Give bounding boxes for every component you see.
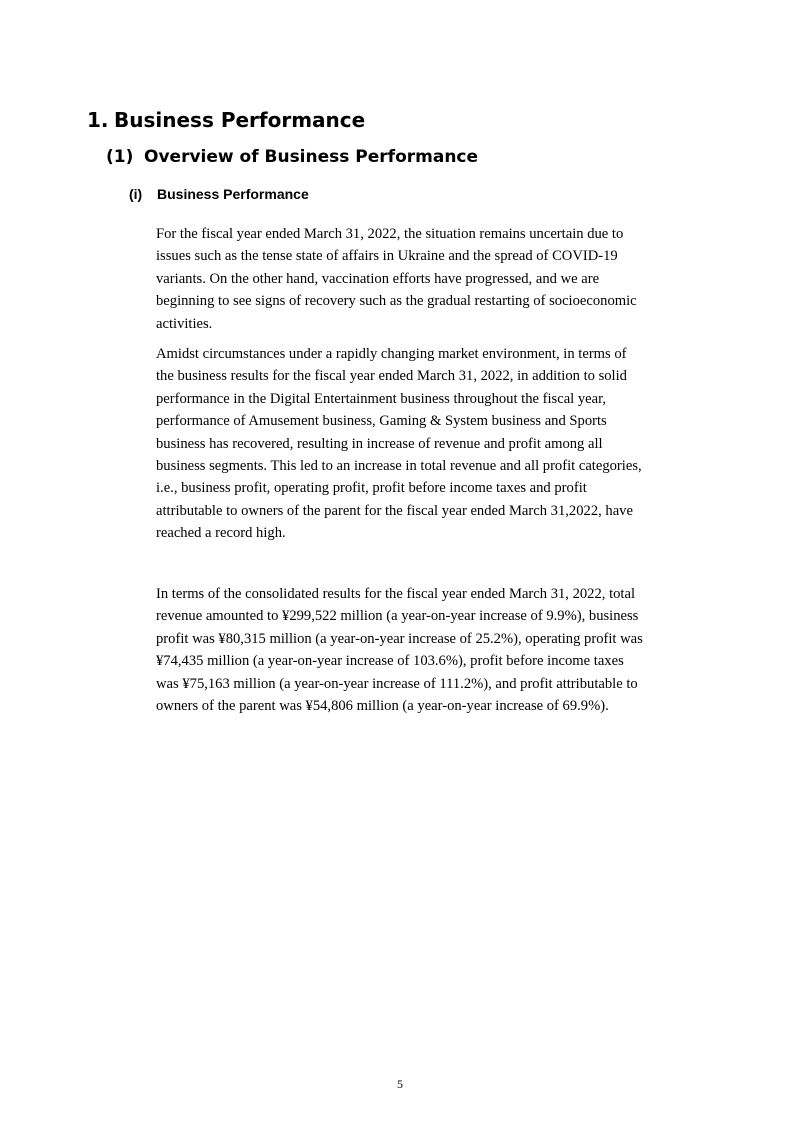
paragraph-line: owners of the parent was ¥54,806 million (a year-on-year increase of 69.9%). [156,698,609,715]
paragraph-consolidated-results [156,583,696,717]
subsection-heading [106,145,478,169]
paragraph-business-results [156,343,696,545]
paragraph-line: performance in the Digital Entertainment business throughout the fiscal year, [156,390,607,407]
sub-subsection-number: (i) [129,186,143,202]
page-number: 5 [397,1077,403,1091]
paragraph-line: activities. [156,315,213,332]
sub-subsection-heading [129,184,309,204]
paragraph-line: In terms of the consolidated results for the fiscal year ended March 31, 2022, total [156,586,636,602]
paragraph-line: For the fiscal year ended March 31, 2022, the situation remains uncertain due to [156,226,624,242]
subsection-number: (1) [106,147,134,167]
paragraph-line: attributable to owners of the parent for the fiscal year ended March 31,2022, have [156,502,633,519]
paragraph-line: the business results for the fiscal year ended March 31, 2022, in addition to solid [156,368,627,385]
paragraph-line: performance of Amusement business, Gaming & System business and Sports [156,413,607,430]
sub-subsection-title: Business Performance [157,186,309,202]
paragraph-line: business has recovered, resulting in increase of revenue and profit among all [156,435,603,452]
paragraph-line: profit was ¥80,315 million (a year-on-year increase of 25.2%), operating profit was [156,630,643,647]
paragraph-line: variants. On the other hand, vaccination efforts have progressed, and we are [156,270,600,287]
paragraph-economic-situation [156,223,696,335]
paragraph-line: ¥74,435 million (a year-on-year increase of 103.6%), profit before income taxes [156,653,624,670]
paragraph-line: beginning to see signs of recovery such as the gradual restarting of socioeconomic [156,293,637,310]
subsection-title: Overview of Business Performance [144,147,479,167]
section-title: Business Performance [114,108,366,132]
paragraph-line: revenue amounted to ¥299,522 million (a year-on-year increase of 9.9%), business [156,608,639,625]
paragraph-line: Amidst circumstances under a rapidly changing market environment, in terms of [156,346,627,362]
paragraph-line: issues such as the tense state of affairs in Ukraine and the spread of COVID-19 [156,248,618,265]
section-number: 1. [87,108,109,132]
section-heading [87,106,365,134]
paragraph-line: was ¥75,163 million (a year-on-year increase of 111.2%), and profit attributable to [156,675,638,692]
paragraph-line: reached a record high. [156,525,286,542]
paragraph-line: i.e., business profit, operating profit, profit before income taxes and profit [156,480,587,497]
paragraph-line: business segments. This led to an increase in total revenue and all profit categories, [156,458,642,475]
